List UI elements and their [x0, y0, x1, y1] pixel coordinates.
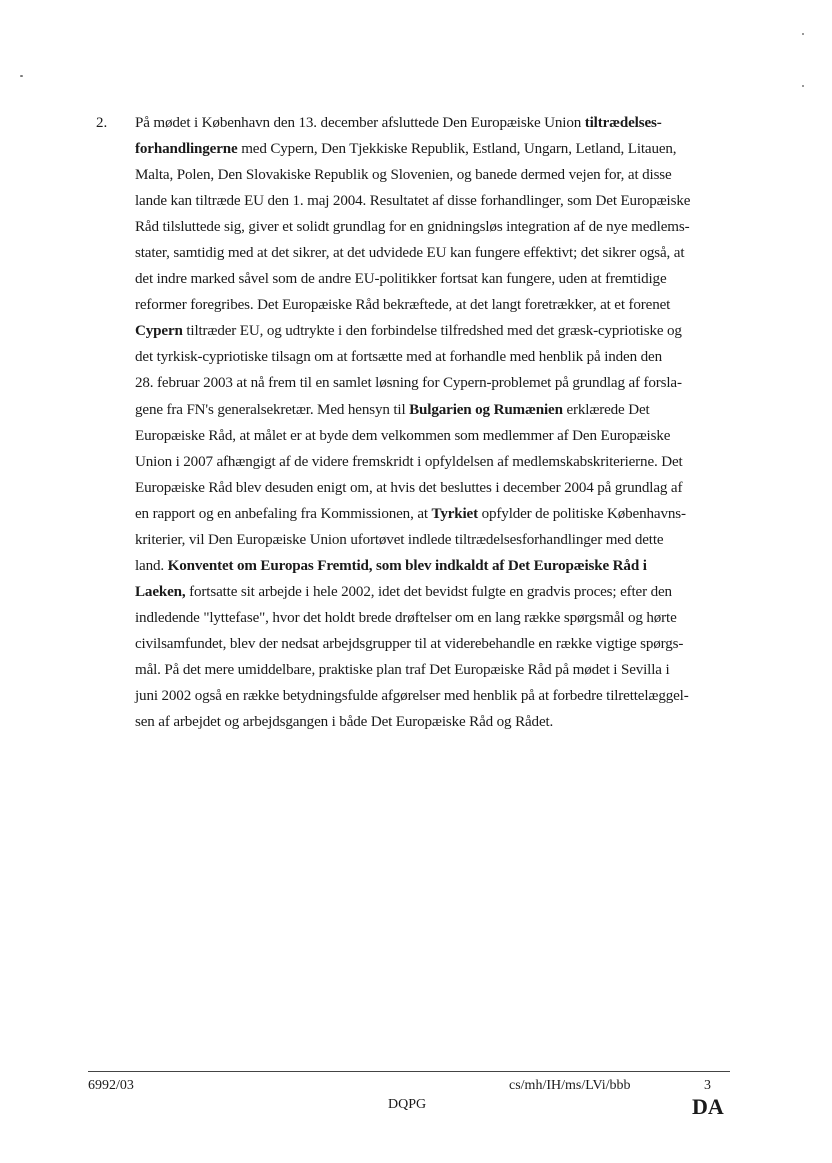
text-run: Råd tilsluttede sig, giver et solidt grundlag for en gnidningsløs integration af de nye medlems-: [135, 219, 690, 236]
bold-text: Bulgarien og Rumænien: [409, 401, 563, 418]
text-run: mål. På det mere umiddelbare, praktiske plan traf Det Europæiske Råd på mødet i Sevilla i: [135, 661, 670, 678]
paragraph-line: [135, 318, 745, 344]
text-run: fortsatte sit arbejde i hele 2002, idet det bevidst fulgte en gradvis proces; efter den: [185, 583, 672, 600]
text-run: gene fra FN's generalsekretær. Med hensyn til: [135, 401, 410, 418]
bold-text: Tyrkiet: [431, 505, 478, 522]
text-run: tiltræder EU, og udtrykte i den forbindelse tilfredshed med det græsk-cypriotiske og: [182, 323, 682, 340]
paragraph-line: [135, 188, 745, 214]
paragraph-line: [135, 292, 745, 318]
text-run: en rapport og en anbefaling fra Kommissionen, at: [135, 505, 432, 522]
scan-speck: [802, 33, 804, 35]
text-run: det indre marked såvel som de andre EU-politikker fortsat kan fungere, uden at fremtidige: [135, 271, 667, 288]
paragraph-line: [135, 397, 745, 423]
footer-divider: [88, 1071, 730, 1072]
text-run: land.: [135, 557, 168, 574]
footer-page-number: 3: [704, 1078, 711, 1093]
paragraph-line: [135, 162, 745, 188]
bold-text: forhandlingerne: [135, 141, 238, 158]
text-run: stater, samtidig med at det sikrer, at det udvidede EU kan fungere effektivt; det sikrer også, at: [135, 245, 685, 262]
text-run: lande kan tiltræde EU den 1. maj 2004. Resultatet af disse forhandlinger, som Det Europæiske: [135, 193, 691, 210]
text-run: det tyrkisk-cypriotiske tilsagn om at fortsætte med at forhandle med henblik på inden den: [135, 349, 662, 366]
text-run: Union i 2007 afhængigt af de videre fremskridt i opfyldelsen af medlemskabskriterierne. Det: [135, 453, 683, 470]
paragraph-line: [135, 657, 745, 683]
scan-speck: [802, 85, 804, 87]
text-run: erklærede Det: [562, 401, 650, 418]
text-run: kriterier, vil Den Europæiske Union ufortøvet indlede tiltrædelsesforhandlinger med dette: [135, 531, 664, 548]
text-run: opfylder de politiske Københavns-: [478, 505, 686, 522]
text-run: Europæiske Råd blev desuden enigt om, at hvis det besluttes i december 2004 på grundlag af: [135, 479, 683, 496]
bold-text: Laeken,: [135, 583, 186, 600]
paragraph-line: [135, 709, 745, 735]
footer-document-number: 6992/03: [88, 1078, 134, 1093]
text-run: 28. februar 2003 at nå frem til en samlet løsning for Cypern-problemet på grundlag af forsla-: [135, 375, 682, 392]
paragraph-line: [135, 631, 745, 657]
bold-text: Cypern: [135, 323, 183, 340]
text-run: Europæiske Råd, at målet er at byde dem velkommen som medlemmer af Den Europæiske: [135, 427, 671, 444]
paragraph-line: [135, 214, 745, 240]
paragraph-line: [135, 527, 745, 553]
text-run: indledende "lyttefase", hvor det holdt brede drøftelser om en lang række spørgsmål og hørte: [135, 609, 677, 626]
text-run: civilsamfundet, blev der nedsat arbejdsgrupper til at viderebehandle en række vigtige spørgs-: [135, 635, 684, 652]
paragraph-line: [135, 475, 745, 501]
paragraph-line: [135, 266, 745, 292]
paragraph-line: [135, 501, 745, 527]
text-run: juni 2002 også en række betydningsfulde afgørelser med henblik på at forbedre tilrettelæggel-: [135, 688, 689, 705]
text-run: med Cypern, Den Tjekkiske Republik, Estland, Ungarn, Letland, Litauen,: [237, 141, 677, 158]
paragraph-line: [135, 449, 745, 475]
paragraph-line: [135, 579, 745, 605]
paragraph-line: [135, 683, 745, 709]
item-paragraph: [135, 110, 745, 735]
paragraph-line: [135, 240, 745, 266]
paragraph-line: [135, 110, 745, 136]
footer-language-code: DA: [692, 1094, 724, 1119]
paragraph-line: [135, 605, 745, 631]
footer-unit-code: DQPG: [388, 1097, 427, 1112]
text-run: Malta, Polen, Den Slovakiske Republik og Slovenien, og banede dermed vejen for, at disse: [135, 167, 672, 184]
paragraph-line: [135, 344, 745, 370]
paragraph-line: [135, 136, 745, 162]
footer-reference: cs/mh/IH/ms/LVi/bbb: [509, 1078, 631, 1093]
paragraph-line: [135, 553, 745, 579]
bold-text: Konventet om Europas Fremtid, som blev indkaldt af Det Europæiske Råd i: [167, 557, 647, 574]
text-run: sen af arbejdet og arbejdsgangen i både Det Europæiske Råd og Rådet.: [135, 714, 554, 731]
item-number: 2.: [96, 115, 108, 131]
paragraph-line: [135, 423, 745, 449]
scan-speck: [20, 75, 23, 77]
paragraph-line: [135, 370, 745, 396]
bold-text: tiltrædelses-: [584, 115, 662, 131]
text-run: reformer foregribes. Det Europæiske Råd bekræftede, at det langt foretrækker, at et forenet: [135, 297, 671, 314]
text-run: På mødet i København den 13. december afsluttede Den Europæiske Union: [135, 115, 585, 131]
